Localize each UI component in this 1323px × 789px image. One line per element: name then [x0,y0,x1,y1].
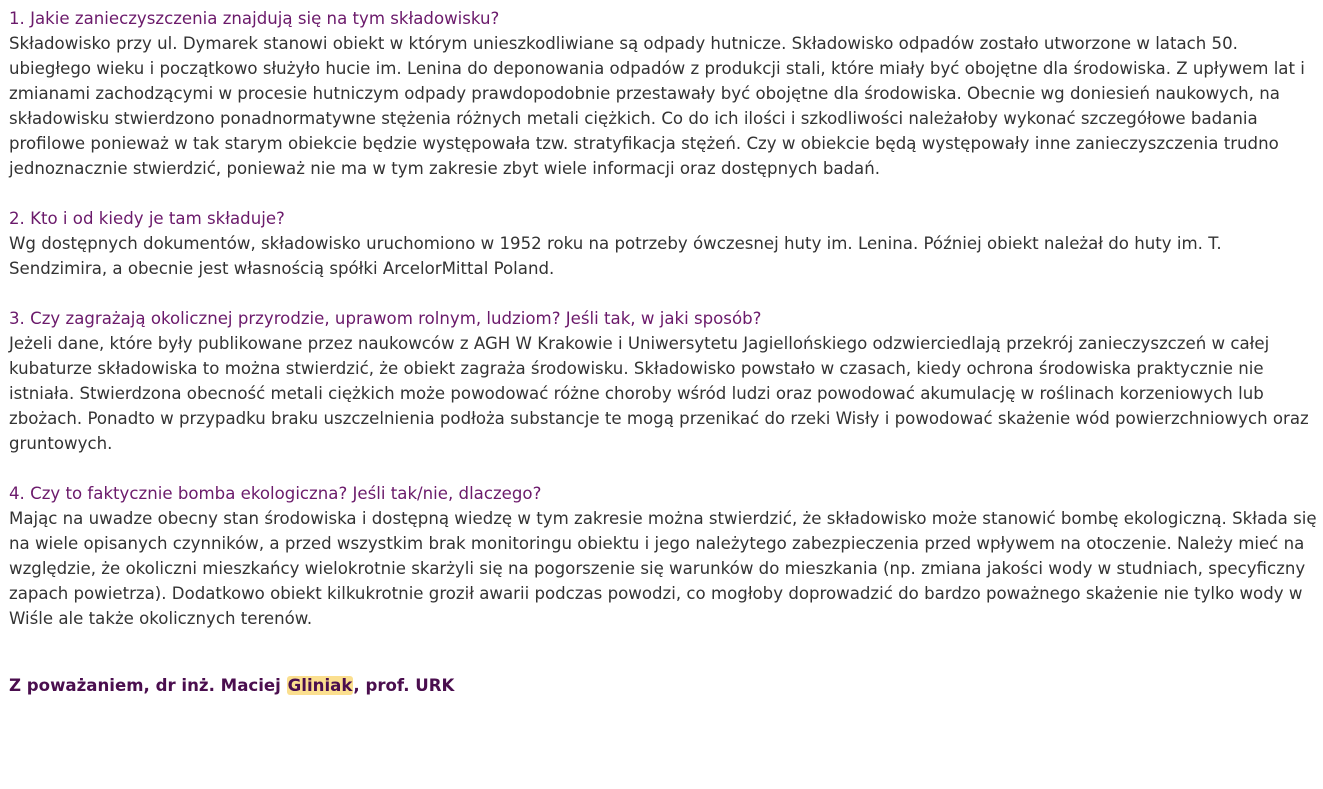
qa-section-4 [9,481,1319,631]
signature-prefix: Z poważaniem, dr inż. Maciej [9,676,287,695]
qa-section-1 [9,6,1319,181]
signature [9,673,454,698]
question-heading: 1. Jakie zanieczyszczenia znajdują się na tym składowisku? [9,9,500,28]
answer-paragraph: Składowisko przy ul. Dymarek stanowi obiekt w którym unieszkodliwiane są odpady hutnicze. Składowisko odpadów zostało utworzone w latach 50. ubiegłego wieku i początkowo służyło hucie im. Lenina do deponowania odpadów z produkcji stali, które miały być obojętne dla środowiska. Z upływem lat i zmianami zachodzącymi w procesie hutniczym odpady prawdopodobnie przestawały być obojętne dla środowiska. Obecnie wg doniesień naukowych, na składowisku stwierdzono ponadnormatywne stężenia różnych metali ciężkich. Co do ich ilości i szkodliwości należałoby wykonać szczegółowe badania profilowe ponieważ w tak starym obiekcie będzie występowała tzw. stratyfikacja stężeń. Czy w obiekcie będą występowały inne zanieczyszczenia trudno jednoznacznie stwierdzić, ponieważ nie ma w tym zakresie zbyt wiele informacji oraz dostępnych badań. [9,34,1305,178]
highlighted-name: Gliniak [287,676,353,695]
answer-paragraph: Jeżeli dane, które były publikowane przez naukowców z AGH W Krakowie i Uniwersytetu Jagiellońskiego odzwierciedlają przekrój zanieczyszczeń w całej kubaturze składowiska to można stwierdzić, że obiekt zagraża środowisku. Składowisko powstało w czasach, kiedy ochrona środowiska praktycznie nie istniała. Stwierdzona obecność metali ciężkich może powodować różne choroby wśród ludzi oraz powodować akumulację w roślinach korzeniowych lub zbożach. Ponadto w przypadku braku uszczelnienia podłoża substancje te mogą przenikać do rzeki Wisły i powodować skażenie wód powierzchniowych oraz gruntowych. [9,334,1309,453]
question-heading: 4. Czy to faktycznie bomba ekologiczna? Jeśli tak/nie, dlaczego? [9,484,542,503]
answer-paragraph: Wg dostępnych dokumentów, składowisko uruchomiono w 1952 roku na potrzeby ówczesnej huty im. Lenina. Później obiekt należał do huty im. T. Sendzimira, a obecnie jest własnością spółki ArcelorMittal Poland. [9,234,1222,278]
answer-paragraph: Mając na uwadze obecny stan środowiska i dostępną wiedzę w tym zakresie można stwierdzić, że składowisko może stanowić bombę ekologiczną. Składa się na wiele opisanych czynników, a przed wszystkim brak monitoringu obiektu i jego należytego zabezpieczenia przed wpływem na otoczenie. Należy mieć na względzie, że okoliczni mieszkańcy wielokrotnie skarżyli się na pogorszenie się warunków do mieszkania (np. zmiana jakości wody w studniach, specyficzny zapach powietrza). Dodatkowo obiekt kilkukrotnie groził awarii podczas powodzi, co mogłoby doprowadzić do bardzo poważnego skażenie nie tylko wody w Wiśle ale także okolicznych terenów. [9,509,1317,628]
article-body [9,6,1319,656]
question-heading: 2. Kto i od kiedy je tam składuje? [9,209,285,228]
qa-section-2 [9,206,1319,281]
signature-suffix: , prof. URK [353,676,455,695]
qa-section-3 [9,306,1319,456]
question-heading: 3. Czy zagrażają okolicznej przyrodzie, uprawom rolnym, ludziom? Jeśli tak, w jaki sposób? [9,309,762,328]
